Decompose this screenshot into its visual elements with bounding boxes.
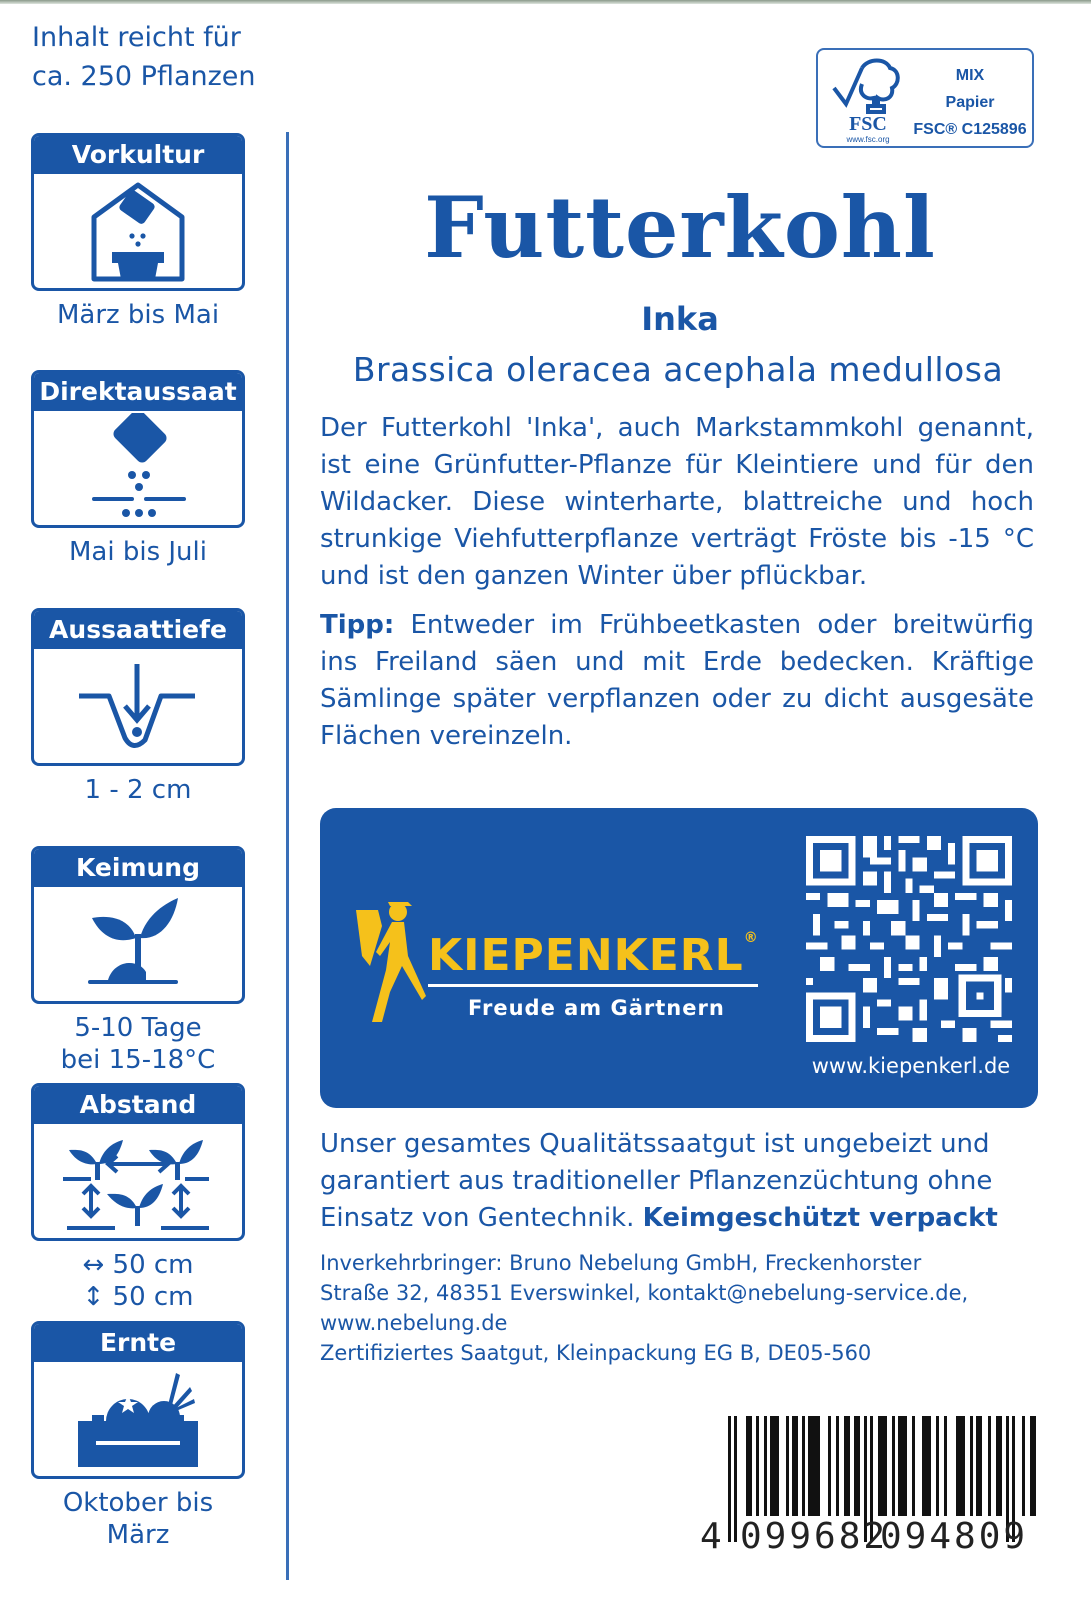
top-edge — [0, 0, 1091, 4]
card-title: Ernte — [34, 1324, 242, 1362]
card-direktaussaat — [31, 370, 245, 568]
card-value-line2: ↕ 50 cm — [82, 1282, 194, 1312]
card-title: Direktaussaat — [34, 373, 242, 411]
card-value-line2: März — [106, 1520, 170, 1550]
plant-spacing-icon — [34, 1124, 242, 1238]
card-title: Abstand — [34, 1086, 242, 1124]
legal-info — [320, 1248, 1040, 1368]
card-keimung — [31, 846, 245, 1076]
card-value-line2: bei 15-18°C — [60, 1045, 216, 1075]
card-value: März bis Mai — [56, 300, 220, 330]
card-aussaattiefe — [31, 608, 245, 806]
brand-name: KIEPENKERL® — [428, 930, 759, 981]
card-value-line1: Oktober bis — [62, 1488, 214, 1518]
svg-text:FSC: FSC — [849, 113, 887, 135]
product-variety: Inka — [641, 300, 719, 338]
quality-bold: Keimgeschützt verpackt — [642, 1203, 998, 1233]
card-abstand — [31, 1083, 245, 1313]
brand-slogan: Freude am Gärtnern — [468, 996, 725, 1020]
product-latin-name: Brassica oleracea acephala medullosa — [352, 350, 1004, 389]
product-title: Futterkohl — [424, 178, 936, 277]
tip-text: Entweder im Frühbeetkasten oder breitwürfig ins Freiland säen und mit Erde bedecken. Kräftige Sämlinge später verpflanzen oder zu dicht ausgesäte Flächen vereinzeln. — [320, 610, 1034, 751]
fsc-paper: Papier — [945, 94, 995, 111]
legal-line2: Straße 32, 48351 Everswinkel, kontakt@nebelung-service.de, — [320, 1281, 969, 1305]
card-value: 1 - 2 cm — [84, 775, 192, 805]
card-title: Keimung — [34, 849, 242, 887]
product-description: Der Futterkohl 'Inka', auch Markstammkohl genannt, ist eine Grünfutter-Pflanze für Kleintiere und für den Wildacker. Diese winterharte, blattreiche und hoch strunkige Viehfutterpflanze verträgt Fröste bis -15 °C und ist den ganzen Winter über pflückbar. — [320, 413, 1034, 591]
card-value-line1: ↔ 50 cm — [82, 1250, 194, 1280]
fsc-mix: MIX — [955, 67, 985, 84]
harvest-crate-icon — [34, 1362, 242, 1476]
fsc-tree-icon — [828, 54, 908, 144]
card-title: Aussaattiefe — [34, 611, 242, 649]
legal-line3: www.nebelung.de — [320, 1311, 508, 1335]
quality-statement: Unser gesamtes Qualitätssaatgut ist ungebeizt und garantiert aus traditioneller Pflanzenzüchtung ohne Einsatz von Gentechnik. Keimgeschützt verpackt — [320, 1129, 998, 1233]
card-ernte — [31, 1321, 245, 1551]
card-value-line1: 5-10 Tage — [74, 1013, 202, 1043]
ean-barcode: 4 099682 094809 — [700, 1412, 1052, 1562]
fsc-license: FSC® C125896 — [913, 121, 1027, 138]
hiker-logo-icon — [356, 896, 426, 1026]
product-tip — [320, 607, 1034, 755]
greenhouse-sowing-icon — [34, 174, 242, 288]
tip-label: Tipp: — [320, 610, 395, 640]
legal-line1: Inverkehrbringer: Bruno Nebelung GmbH, Freckenhorster — [320, 1251, 922, 1275]
sowing-depth-icon — [34, 649, 242, 763]
card-title: Vorkultur — [34, 136, 242, 174]
content-note — [32, 18, 256, 96]
content-note-line1: Inhalt reicht für — [32, 22, 241, 53]
brand-website-link[interactable]: www.kiepenkerl.de — [811, 1054, 1011, 1078]
column-divider — [286, 132, 289, 1580]
brand-banner — [320, 808, 1038, 1108]
fsc-badge — [816, 48, 1034, 148]
content-note-line2: ca. 250 Pflanzen — [32, 61, 256, 92]
brand-underline — [428, 984, 758, 987]
seedling-icon — [34, 887, 242, 1001]
qr-code[interactable] — [806, 836, 1012, 1042]
card-vorkultur — [31, 133, 245, 331]
card-value: Mai bis Juli — [69, 537, 207, 567]
legal-line4: Zertifiziertes Saatgut, Kleinpackung EG B, DE05-560 — [320, 1341, 872, 1365]
direct-sowing-icon — [34, 411, 242, 525]
svg-text:www.fsc.org: www.fsc.org — [846, 135, 890, 144]
